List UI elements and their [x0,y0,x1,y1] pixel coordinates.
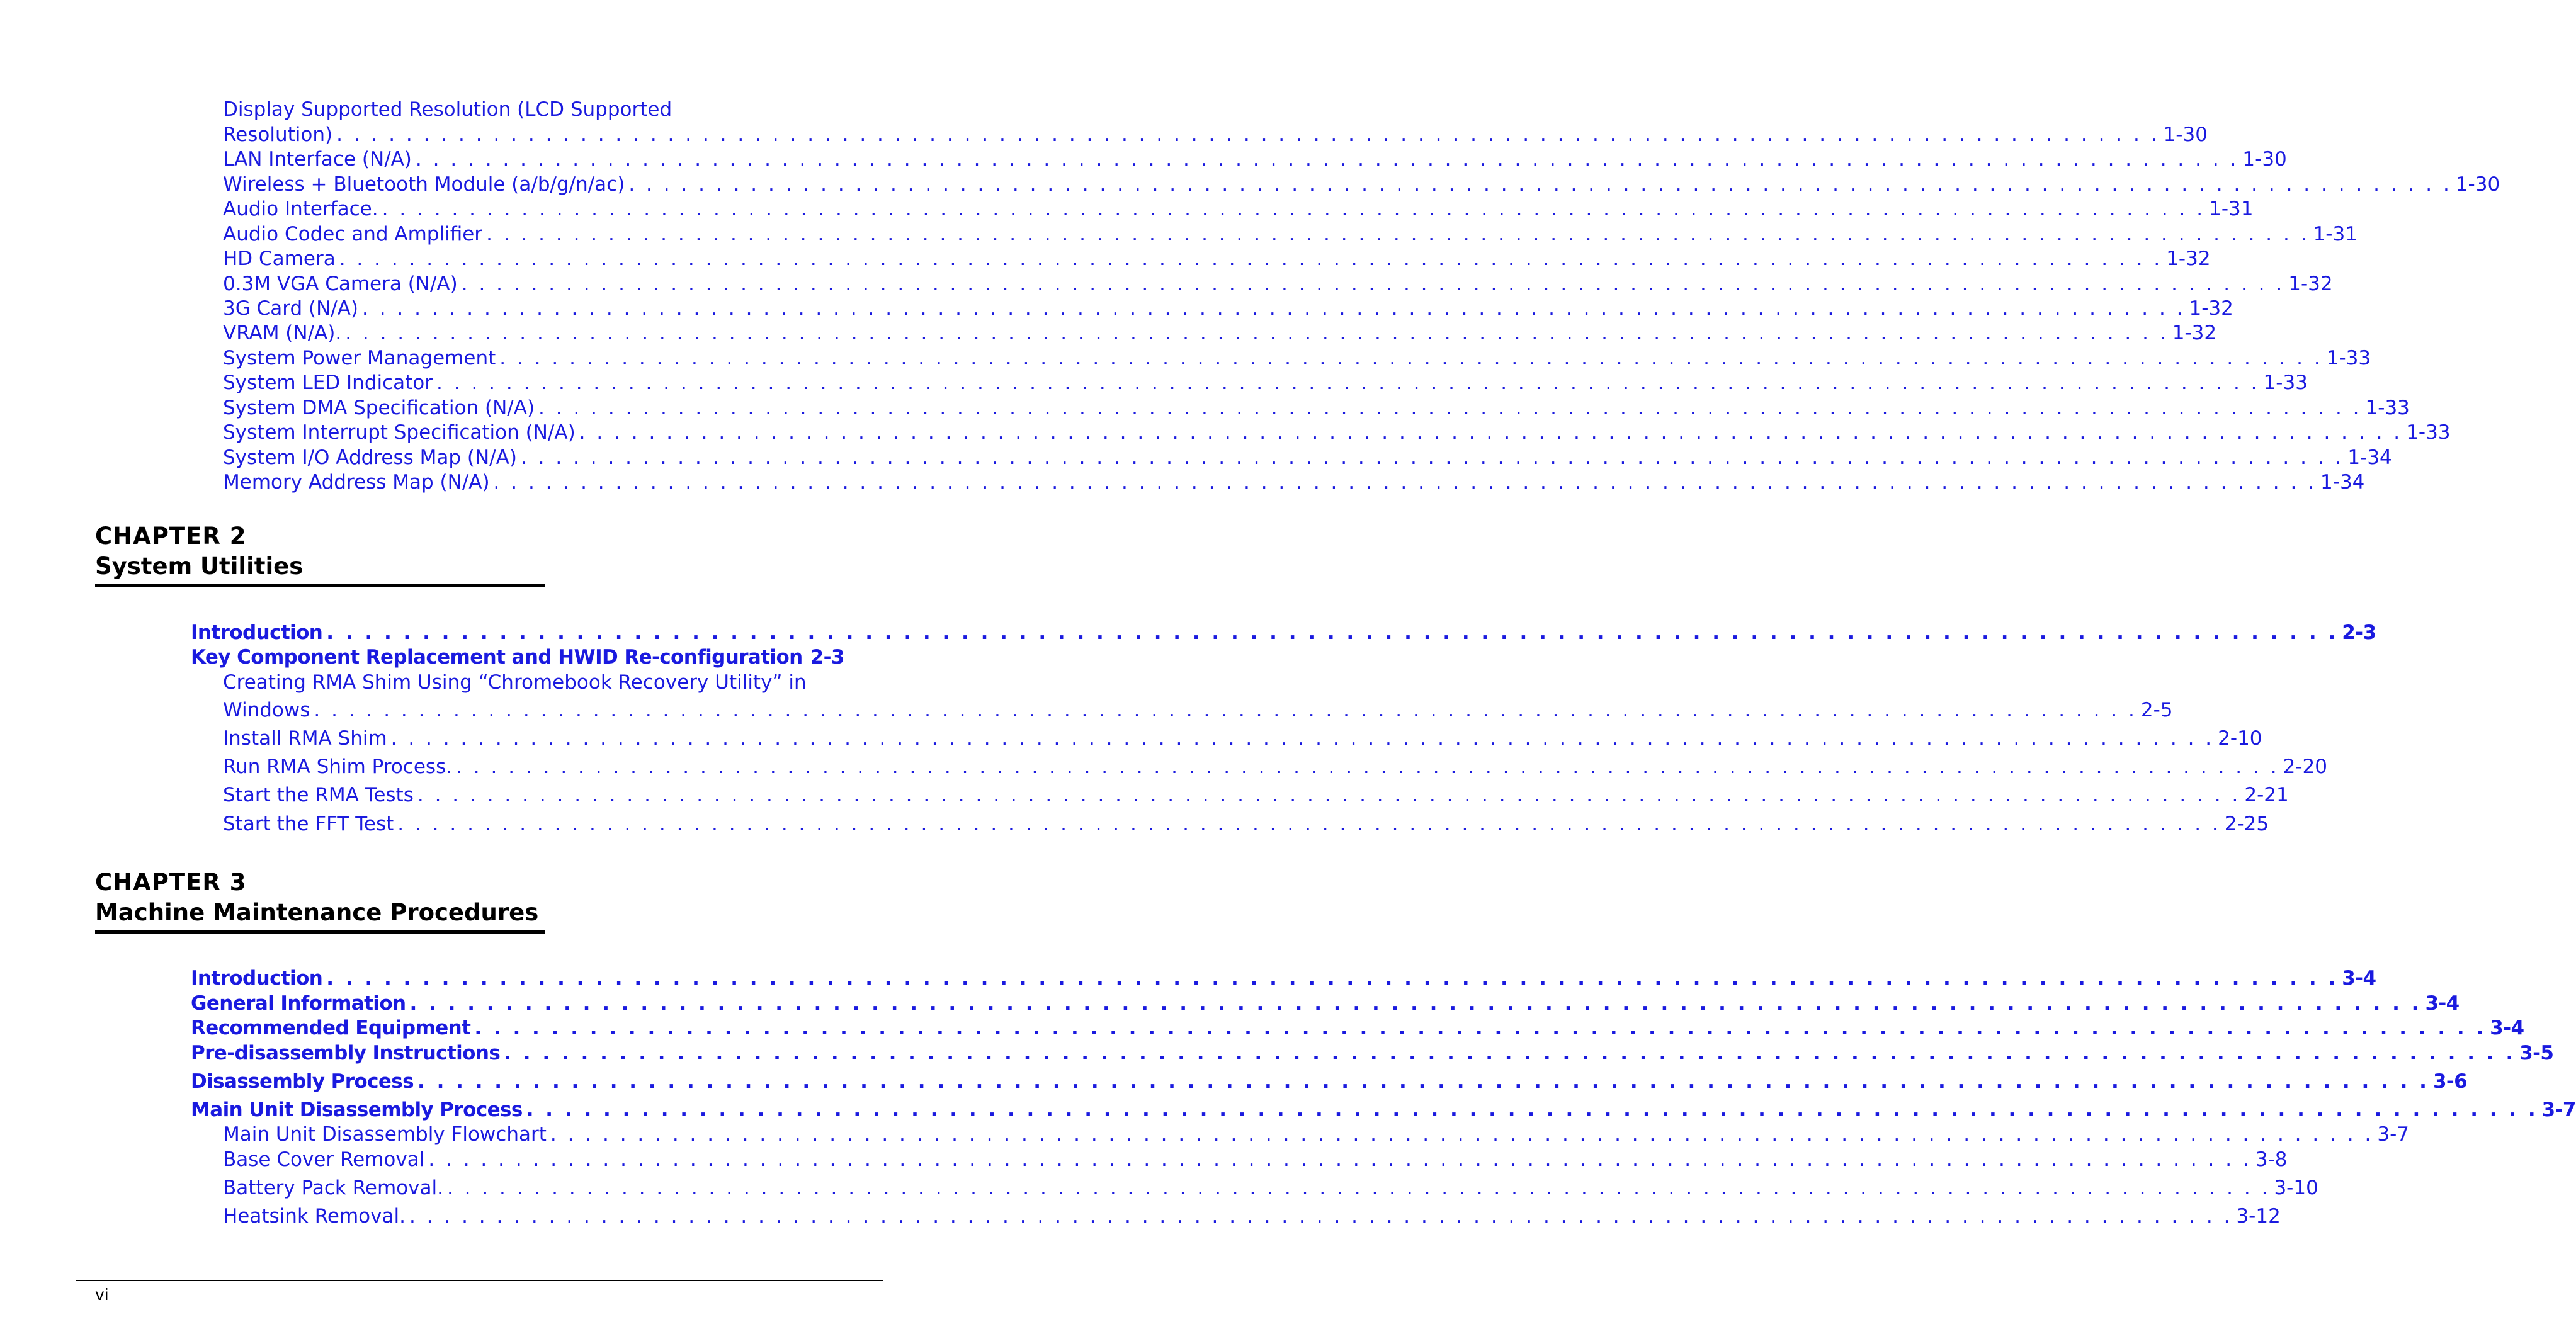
toc-entry-title: General Information [191,992,406,1015]
toc-leader-dots [362,296,2186,321]
toc-main-entry[interactable] [191,1069,2468,1094]
toc-entry-page: 1-34 [2320,471,2365,494]
toc-entry-wrapped-title[interactable]: Display Supported Resolution (LCD Supported [223,98,672,121]
toc-entry-title: Start the FFT Test [223,813,394,835]
toc-entry-page: 3-7 [2541,1099,2576,1121]
toc-entry[interactable] [223,147,2287,172]
toc-entry-page: 2-20 [2283,755,2327,778]
toc-entry[interactable] [223,782,2289,808]
toc-entry[interactable] [223,172,2500,197]
toc-entry-title: Wireless + Bluetooth Module (a/b/g/n/ac) [223,173,625,196]
toc-entry-title: Battery Pack Removal. [223,1177,443,1199]
toc-leader-dots [494,470,2317,495]
toc-entry[interactable] [223,271,2333,297]
toc-entry-title: 0.3M VGA Camera (N/A) [223,273,458,295]
toc-entry-page: 2-10 [2218,727,2262,750]
toc-entry-title: HD Camera [223,247,336,270]
toc-entry[interactable] [223,698,2173,723]
toc-entry-page: 3-4 [2425,992,2460,1015]
toc-entry[interactable] [223,122,2208,147]
toc-entry-page: 3-5 [2519,1042,2554,1065]
toc-leader-dots [526,1097,2538,1122]
toc-leader-dots [486,222,2310,247]
toc-entry-page: 3-8 [2255,1148,2288,1171]
toc-leader-dots [504,1041,2516,1066]
toc-entry-title: Heatsink Removal. [223,1205,406,1228]
toc-main-entry[interactable] [191,1041,2554,1066]
toc-entry[interactable] [223,1122,2410,1147]
toc-entry[interactable] [223,470,2365,495]
toc-entry-title: VRAM (N/A). [223,322,342,344]
toc-entry-title: Base Cover Removal [223,1148,425,1171]
page-number: vi [95,1285,109,1304]
toc-leader-dots [474,1015,2486,1041]
toc-leader-dots [382,196,2206,222]
toc-entry-title: System Power Management [223,347,496,370]
toc-leader-dots [409,1204,2233,1229]
toc-entry-page: 3-7 [2377,1123,2410,1146]
chapter-rule [95,930,545,934]
toc-main-entry[interactable] [191,620,2376,645]
toc-leader-dots [336,122,2160,147]
toc-entry-title: Key Component Replacement and HWID Re-configuration [191,646,803,669]
toc-entry-title: LAN Interface (N/A) [223,148,412,171]
toc-entry-title: Introduction [191,621,323,644]
toc-entry-page: 1-30 [2455,173,2500,196]
toc-main-entry[interactable] [191,991,2460,1016]
toc-entry-page: 1-30 [2242,148,2287,171]
chapter-number: CHAPTER 2 [95,523,247,550]
toc-entry[interactable] [223,811,2269,837]
toc-entry-page: 2-3 [810,646,844,669]
toc-leader-dots [447,1175,2271,1201]
chapter-heading [95,867,545,928]
toc-entry-wrapped-title[interactable]: Creating RMA Shim Using “Chromebook Recovery Utility” in [223,671,807,694]
toc-entry-page: 3-10 [2274,1177,2318,1199]
toc-entry-page: 1-32 [2288,273,2333,295]
toc-leader-dots [326,966,2338,991]
toc-entry-title: Audio Codec and Amplifier [223,223,483,246]
toc-entry-page: 3-4 [2490,1017,2524,1039]
toc-entry-page: 1-32 [2166,247,2211,270]
toc-entry[interactable] [223,196,2254,222]
toc-entry-title: Install RMA Shim [223,727,387,750]
toc-entry[interactable] [223,754,2327,779]
toc-entry-page: 3-4 [2342,967,2376,990]
toc-leader-dots [521,445,2344,470]
toc-leader-dots [391,726,2215,751]
toc-entry-page: 3-12 [2236,1205,2281,1228]
toc-entry-title: System I/O Address Map (N/A) [223,446,517,469]
toc-entry[interactable] [223,246,2211,271]
toc-entry[interactable] [223,726,2262,751]
toc-entry-page: 1-33 [2263,371,2308,394]
toc-leader-dots [397,811,2221,837]
toc-entry-page: 1-34 [2347,446,2392,469]
toc-entry-title: Start the RMA Tests [223,784,414,806]
toc-entry[interactable] [223,296,2233,321]
toc-entry[interactable] [223,445,2392,470]
toc-entry-title: Audio Interface. [223,198,378,220]
toc-entry-title: Windows [223,699,310,721]
toc-leader-dots [345,320,2169,346]
toc-leader-dots [628,172,2452,197]
toc-entry[interactable] [223,370,2308,395]
toc-leader-dots [314,698,2137,723]
toc-leader-dots [428,1147,2252,1172]
toc-entry-page: 1-32 [2189,297,2233,320]
toc-entry-page: 1-31 [2209,198,2254,220]
toc-entry-title: Pre-disassembly Instructions [191,1042,501,1065]
toc-entry-page: 1-33 [2326,347,2371,370]
chapter-title: System Utilities [95,553,304,580]
toc-entry-page: 1-33 [2406,421,2451,444]
toc-leader-dots [462,271,2285,297]
toc-entry[interactable] [223,346,2371,371]
toc-entry[interactable] [223,395,2410,421]
toc-entry-page: 2-5 [2140,699,2173,721]
footer-rule [76,1280,883,1281]
toc-leader-dots [416,147,2239,172]
toc-entry-title: Disassembly Process [191,1070,414,1093]
toc-entry[interactable] [223,222,2358,247]
toc-leader-dots [339,246,2163,271]
toc-entry-page: 1-31 [2313,223,2358,246]
toc-entry-page: 1-32 [2172,322,2217,344]
toc-entry-title: Introduction [191,967,323,990]
toc-entry[interactable] [223,1175,2318,1201]
toc-main-entry[interactable] [191,1097,2576,1122]
toc-entry-title: Main Unit Disassembly Process [191,1099,523,1121]
chapter-number: CHAPTER 3 [95,869,247,896]
toc-entry-title: 3G Card (N/A) [223,297,359,320]
toc-entry[interactable] [223,420,2451,445]
toc-leader-dots [326,620,2338,645]
chapter-title: Machine Maintenance Procedures [95,899,539,926]
toc-entry-page: 2-25 [2224,813,2269,835]
toc-main-entry[interactable] [191,645,844,670]
toc-entry-page: 2-3 [2342,621,2376,644]
toc-entry-title: Recommended Equipment [191,1017,471,1039]
toc-entry-title: Resolution) [223,123,333,146]
toc-leader-dots [417,1069,2429,1094]
chapter-rule [95,584,545,587]
toc-leader-dots [538,395,2362,421]
toc-leader-dots [579,420,2403,445]
toc-entry-page: 1-30 [2163,123,2208,146]
toc-entry-page: 1-33 [2365,397,2410,419]
toc-entry[interactable] [223,1147,2288,1172]
chapter-heading [95,521,545,582]
toc-entry-page: 3-6 [2432,1070,2468,1093]
toc-entry-title: System DMA Specification (N/A) [223,397,535,419]
toc-leader-dots [550,1122,2374,1147]
toc-main-entry[interactable] [191,1015,2524,1041]
toc-leader-dots [499,346,2323,371]
toc-leader-dots [456,754,2279,779]
toc-entry-title: System LED Indicator [223,371,433,394]
toc-entry[interactable] [223,1204,2281,1229]
toc-entry-title: Main Unit Disassembly Flowchart [223,1123,547,1146]
toc-entry-page: 2-21 [2244,784,2289,806]
toc-leader-dots [417,782,2241,808]
toc-entry[interactable] [223,320,2217,346]
toc-entry-title: Run RMA Shim Process. [223,755,453,778]
toc-main-entry[interactable] [191,966,2376,991]
toc-leader-dots [436,370,2260,395]
toc-entry-title: System Interrupt Specification (N/A) [223,421,576,444]
toc-entry-title: Memory Address Map (N/A) [223,471,490,494]
toc-leader-dots [410,991,2422,1016]
